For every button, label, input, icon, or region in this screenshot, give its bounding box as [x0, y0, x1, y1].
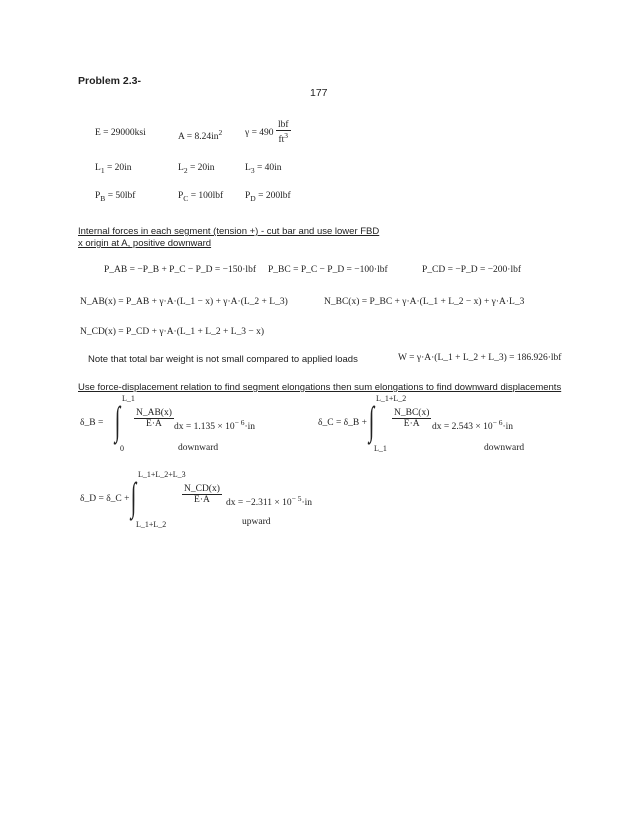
PC-val: = 100lbf	[190, 191, 224, 201]
eq-PAB: P_AB = −P_B + P_C − P_D = −150·lbf	[104, 265, 256, 275]
dB-den: E·A	[146, 419, 162, 429]
given-A	[178, 128, 222, 142]
dB-rhs	[174, 418, 255, 432]
gamma-num: lbf	[277, 120, 289, 130]
given-A-exp: 2	[218, 128, 223, 137]
dC-den: E·A	[403, 419, 420, 429]
L2-sub: 2	[183, 165, 188, 175]
dD-frac	[182, 484, 222, 505]
eq-NCD: N_CD(x) = P_CD + γ·A·(L_1 + L_2 + L_3 − x)	[80, 327, 265, 337]
PB-sym: P	[95, 191, 101, 201]
gamma-den-text: ft	[278, 135, 285, 146]
dC-num: N_BC(x)	[394, 408, 430, 418]
given-L2	[178, 163, 215, 175]
integral-sign: ∫	[368, 398, 375, 443]
eq-NBC: N_BC(x) = P_BC + γ·A·(L_1 + L_2 − x) + γ·A·L_3	[324, 297, 525, 307]
dC-rhs	[432, 418, 513, 432]
PD-sym: P	[245, 191, 251, 201]
PC-sub: C	[183, 193, 189, 203]
L3-sub: 3	[250, 165, 255, 175]
dB-exp: − 6	[234, 418, 245, 427]
dB-num: N_AB(x)	[136, 408, 172, 418]
eq-W: W = γ·A·(L_1 + L_2 + L_3) = 186.926·lbf	[398, 353, 562, 363]
eq-NAB: N_AB(x) = P_AB + γ·A·(L_1 − x) + γ·A·(L_2 + L_3)	[80, 297, 288, 307]
problem-title: Problem 2.3-	[78, 75, 142, 87]
given-PC	[178, 191, 223, 203]
gamma-den	[276, 131, 291, 145]
dD-num: N_CD(x)	[184, 484, 220, 494]
integral-sign: ∫	[130, 474, 137, 519]
dD-lhs: δ_D = δ_C +	[80, 494, 130, 504]
internal-heading-1: Internal forces in each segment (tension +) - cut bar and use lower FBD	[78, 226, 380, 237]
dC-frac	[392, 408, 431, 429]
given-E: E = 29000ksi	[95, 128, 146, 138]
page-number: 177	[310, 87, 328, 99]
dC-unit: ·in	[502, 422, 514, 433]
L1-sym: L	[95, 163, 101, 173]
dB-lhs: δ_B =	[80, 418, 104, 428]
L1-sub: 1	[100, 165, 105, 175]
dD-lower: L_1+L_2	[136, 520, 167, 529]
dB-direction: downward	[178, 443, 219, 453]
weight-note: Note that total bar weight is not small compared to applied loads	[88, 354, 358, 365]
dD-rhs	[226, 494, 312, 508]
PB-sub: B	[100, 193, 106, 203]
dB-upper: L_1	[122, 394, 135, 403]
dD-upper: L_1+L_2+L_3	[138, 470, 186, 479]
L2-val: = 20in	[189, 163, 215, 173]
L1-val: = 20in	[106, 163, 132, 173]
L2-sym: L	[178, 163, 184, 173]
dD-direction: upward	[242, 517, 271, 527]
dC-lhs: δ_C = δ_B +	[318, 418, 367, 428]
dC-rhs-text: dx = 2.543 × 10	[432, 422, 493, 433]
PB-val: = 50lbf	[107, 191, 136, 201]
dC-lower: L_1	[374, 444, 387, 453]
given-L1	[95, 163, 132, 175]
L3-val: = 40in	[256, 163, 282, 173]
PD-sub: D	[250, 193, 256, 203]
PD-val: = 200lbf	[258, 191, 291, 201]
dB-rhs-text: dx = 1.135 × 10	[174, 422, 235, 433]
dD-exp: − 5	[291, 494, 302, 503]
dB-frac	[134, 408, 174, 429]
given-PD	[245, 191, 291, 203]
dC-exp: − 6	[492, 418, 503, 427]
given-L3	[245, 163, 282, 175]
eq-PBC: P_BC = P_C − P_D = −100·lbf	[268, 265, 388, 275]
gamma-lhs: γ = 490	[245, 127, 274, 138]
dD-rhs-text: dx = −2.311 × 10	[226, 498, 292, 509]
displacement-heading: Use force-displacement relation to find segment elongations then sum elongations to find downward displacements	[78, 382, 562, 393]
integral-sign: ∫	[114, 398, 121, 443]
internal-heading-2: x origin at A, positive downward	[78, 238, 212, 249]
dC-direction: downward	[484, 443, 525, 453]
dD-den: E·A	[194, 495, 210, 505]
L3-sym: L	[245, 163, 251, 173]
eq-PCD: P_CD = −P_D = −200·lbf	[422, 265, 522, 275]
dB-lower: 0	[120, 444, 124, 453]
dD-unit: ·in	[301, 498, 313, 509]
PC-sym: P	[178, 191, 184, 201]
dC-upper: L_1+L_2	[376, 394, 407, 403]
dB-unit: ·in	[244, 422, 256, 433]
given-A-text: A = 8.24in	[178, 132, 219, 143]
given-PB	[95, 191, 135, 203]
gamma-den-exp: 3	[284, 131, 288, 140]
gamma-fraction	[276, 120, 291, 145]
given-gamma	[245, 120, 291, 145]
